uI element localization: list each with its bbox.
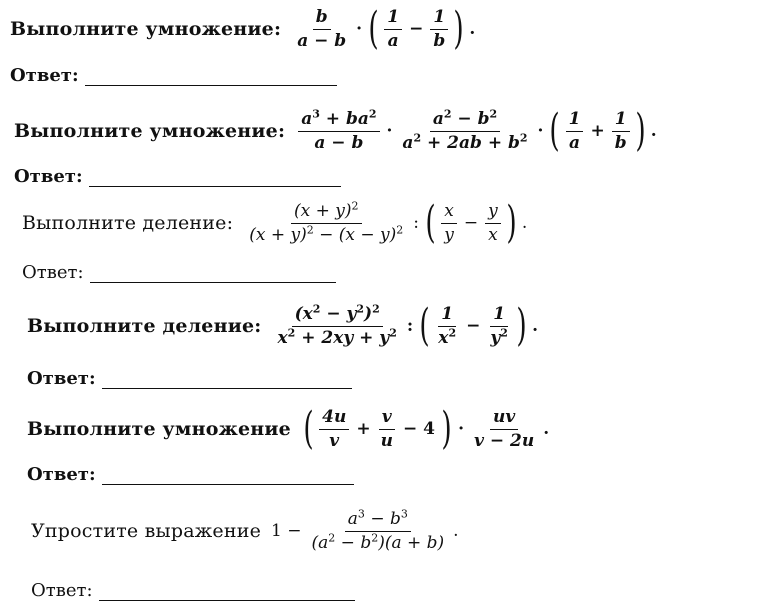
fraction bbox=[485, 200, 501, 247]
task-2 bbox=[14, 105, 657, 157]
answer-line[interactable] bbox=[90, 282, 336, 283]
numerator: 1 bbox=[430, 6, 448, 30]
denominator: $x^2$ bbox=[438, 326, 457, 348]
numerator: v bbox=[379, 406, 395, 430]
denominator: b bbox=[614, 132, 627, 153]
fraction bbox=[612, 108, 630, 155]
denominator: u bbox=[380, 430, 393, 451]
task-1-prompt: Выполните умножение: bbox=[10, 18, 282, 41]
answer-6 bbox=[31, 580, 355, 601]
denominator: a − b bbox=[314, 132, 364, 153]
task-6-prompt: Упростите выражение bbox=[31, 520, 262, 543]
denominator: a bbox=[569, 132, 581, 153]
fraction bbox=[378, 406, 396, 453]
minus-sign: − bbox=[466, 316, 481, 337]
answer-label: Ответ: bbox=[31, 580, 93, 601]
numerator: $(x^2 - y^2)^2$ bbox=[292, 303, 383, 327]
task-4 bbox=[27, 300, 538, 352]
fraction bbox=[435, 303, 459, 350]
task-5-prompt: Выполните умножение bbox=[27, 418, 291, 441]
numerator: uv bbox=[490, 406, 518, 430]
task-3 bbox=[22, 197, 528, 249]
fraction bbox=[384, 6, 402, 53]
task-2-prompt: Выполните умножение: bbox=[14, 120, 286, 143]
answer-line[interactable] bbox=[102, 484, 354, 485]
task-4-expression bbox=[272, 300, 538, 352]
answer-line[interactable] bbox=[89, 186, 341, 187]
answer-line[interactable] bbox=[85, 85, 337, 86]
task-5 bbox=[27, 403, 550, 455]
numerator: 1 bbox=[566, 108, 584, 132]
multiply-dot: · bbox=[537, 121, 544, 142]
answer-2 bbox=[14, 166, 341, 187]
denominator: a − b bbox=[297, 30, 347, 51]
right-paren: ) bbox=[453, 3, 464, 55]
numerator: $a^2 - b^2$ bbox=[430, 108, 500, 132]
task-5-expression bbox=[301, 403, 550, 455]
left-paren: ( bbox=[549, 105, 561, 157]
numerator: 1 bbox=[612, 108, 630, 132]
answer-label: Ответ: bbox=[27, 368, 96, 389]
denominator: $y^2$ bbox=[490, 326, 508, 348]
period: . bbox=[532, 316, 538, 337]
minus-sign: − bbox=[409, 19, 424, 40]
right-paren: ) bbox=[635, 105, 646, 157]
period: . bbox=[469, 19, 476, 40]
fraction bbox=[298, 108, 379, 155]
period: . bbox=[650, 121, 657, 142]
denominator: $(x + y)^2 - (x - y)^2$ bbox=[249, 223, 404, 245]
numerator: $a^3 + ba^2$ bbox=[298, 108, 379, 132]
fraction bbox=[399, 108, 530, 155]
numerator: 4u bbox=[319, 406, 349, 430]
minus-four: − 4 bbox=[402, 419, 435, 440]
numerator: $(x + y)^2$ bbox=[291, 200, 362, 224]
denominator: $(a^2 - b^2)(a + b)$ bbox=[311, 531, 445, 553]
answer-3 bbox=[22, 262, 336, 283]
multiply-dot: · bbox=[386, 121, 393, 142]
fraction bbox=[487, 303, 511, 350]
fraction bbox=[246, 200, 406, 247]
plus-sign: + bbox=[590, 121, 605, 142]
numerator: $a^3 - b^3$ bbox=[345, 508, 411, 532]
fraction bbox=[441, 200, 457, 247]
multiply-dot: · bbox=[356, 19, 363, 40]
task-1-expression bbox=[291, 3, 476, 55]
task-3-expression bbox=[243, 197, 528, 249]
fraction bbox=[430, 6, 448, 53]
minus-sign: − bbox=[463, 213, 479, 234]
numerator: 1 bbox=[438, 303, 456, 327]
answer-label: Ответ: bbox=[10, 65, 79, 86]
right-paren: ) bbox=[506, 197, 517, 249]
one-minus: 1 − bbox=[271, 521, 302, 542]
period: . bbox=[521, 213, 528, 234]
denominator: $x^2 + 2xy + y^2$ bbox=[277, 326, 397, 348]
task-1 bbox=[10, 3, 476, 55]
period: . bbox=[453, 521, 459, 542]
answer-4 bbox=[27, 368, 352, 389]
fraction bbox=[566, 108, 584, 155]
task-3-prompt: Выполните деление: bbox=[22, 212, 234, 235]
denominator: a bbox=[387, 30, 399, 51]
period: . bbox=[543, 419, 550, 440]
answer-1 bbox=[10, 65, 337, 86]
left-paren: ( bbox=[368, 3, 379, 55]
numerator: x bbox=[441, 200, 457, 224]
left-paren: ( bbox=[425, 197, 436, 249]
numerator: b bbox=[313, 6, 331, 30]
task-6 bbox=[31, 508, 459, 555]
fraction bbox=[471, 406, 537, 453]
task-6-expression bbox=[271, 508, 459, 555]
answer-label: Ответ: bbox=[27, 464, 96, 485]
denominator: y bbox=[444, 224, 454, 245]
task-2-expression bbox=[295, 105, 657, 157]
fraction bbox=[275, 303, 400, 350]
answer-5 bbox=[27, 464, 354, 485]
denominator: $a^2 + 2ab + b^2$ bbox=[402, 131, 528, 153]
answer-label: Ответ: bbox=[14, 166, 83, 187]
numerator: y bbox=[485, 200, 501, 224]
divide-colon: : bbox=[413, 213, 420, 234]
denominator: x bbox=[488, 224, 498, 245]
divide-colon: : bbox=[406, 316, 414, 337]
answer-line[interactable] bbox=[99, 600, 355, 601]
left-paren: ( bbox=[303, 403, 314, 455]
answer-label: Ответ: bbox=[22, 262, 84, 283]
denominator: v bbox=[329, 430, 340, 451]
denominator: v − 2u bbox=[474, 430, 535, 451]
plus-sign: + bbox=[356, 419, 371, 440]
denominator: b bbox=[433, 30, 446, 51]
right-paren: ) bbox=[441, 403, 452, 455]
numerator: 1 bbox=[490, 303, 508, 327]
multiply-dot: · bbox=[458, 419, 465, 440]
right-paren: ) bbox=[516, 300, 527, 352]
numerator: 1 bbox=[384, 6, 402, 30]
fraction bbox=[294, 6, 349, 53]
task-4-prompt: Выполните деление: bbox=[27, 315, 262, 338]
fraction bbox=[319, 406, 349, 453]
fraction bbox=[308, 508, 447, 555]
left-paren: ( bbox=[419, 300, 430, 352]
answer-line[interactable] bbox=[102, 388, 352, 389]
